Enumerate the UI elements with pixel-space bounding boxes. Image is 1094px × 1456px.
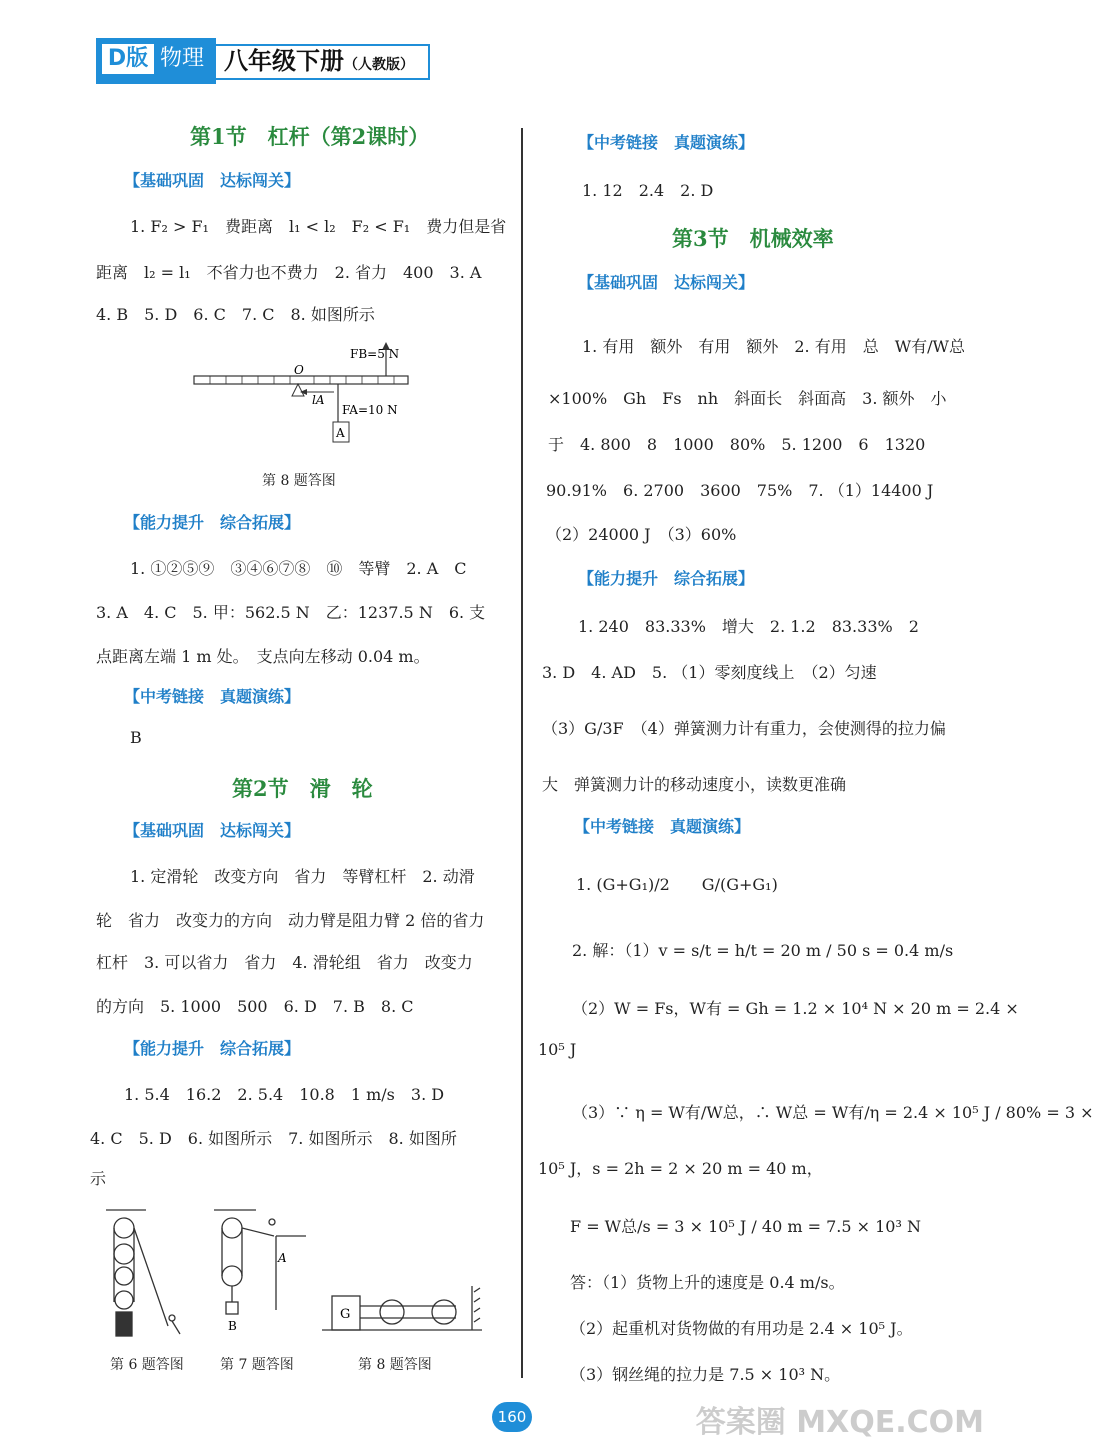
tag-ability: 【能力提升 综合拓展】	[578, 569, 755, 588]
lever-diagram	[190, 338, 420, 448]
tag-basic: 【基础巩固 达标闯关】	[124, 171, 301, 190]
pulley-figures	[96, 1206, 496, 1346]
arm-label: lA	[312, 393, 325, 407]
pivot-label: O	[294, 363, 304, 377]
figure-caption: 第 7 题答图	[220, 1357, 294, 1373]
point-b-label: B	[228, 1319, 237, 1333]
box-g-label: G	[340, 1307, 351, 1322]
answer-line: 示	[90, 1169, 107, 1188]
answer-line: 轮 省力 改变力的方向 动力臂是阻力臂 2 倍的省力	[96, 911, 485, 930]
answer-line: （3）钢丝绳的拉力是 7.5 × 10³ N。	[570, 1365, 841, 1384]
answer-line: 1. 定滑轮 改变方向 省力 等臂杠杆 2. 动滑	[130, 867, 475, 886]
figure-6	[106, 1210, 180, 1336]
answer-line: 1. 有用 额外 有用 额外 2. 有用 总 W有/W总	[582, 337, 965, 356]
formula-line: 10⁵ J	[538, 1040, 577, 1059]
formula-line: 2. 解：（1）v = s/t = h/t = 20 m / 50 s = 0.4 m/s	[572, 941, 954, 960]
point-a-label: A	[278, 1251, 287, 1265]
answer-line: 杠杆 3. 可以省力 省力 4. 滑轮组 省力 改变力	[96, 953, 473, 972]
answer-line: 点距离左端 1 m 处。 支点向左移动 0.04 m。	[96, 647, 430, 666]
section-title-pulley: 第2节 滑 轮	[232, 776, 373, 801]
block-label: A	[336, 426, 345, 440]
answer-line: 的方向 5. 1000 500 6. D 7. B 8. C	[96, 997, 414, 1016]
figure-caption: 第 8 题答图	[262, 473, 336, 489]
watermark: 答案圈 MXQE.COM	[695, 1405, 984, 1440]
formula-line: 10⁵ J，s = 2h = 2 × 20 m = 40 m，	[538, 1159, 823, 1178]
column-divider	[521, 128, 523, 1378]
answer-line: 1. 5.4 16.2 2. 5.4 10.8 1 m/s 3. D	[124, 1085, 445, 1104]
tag-exam: 【中考链接 真题演练】	[124, 687, 301, 706]
answer-line: （2）起重机对货物做的有用功是 2.4 × 10⁵ J。	[570, 1319, 913, 1338]
answer-line: 3. A 4. C 5. 甲：562.5 N 乙：1237.5 N 6. 支	[96, 603, 486, 622]
answer-line: （2）24000 J （3）60%	[546, 525, 737, 544]
answer-line: 4. C 5. D 6. 如图所示 7. 如图所示 8. 如图所	[90, 1129, 457, 1148]
answer-line: 1. 240 83.33% 增大 2. 1.2 83.33% 2	[578, 617, 919, 636]
answer-line: 1. F₂ > F₁ 费距离 l₁ < l₂ F₂ < F₁ 费力但是省	[130, 217, 507, 236]
section-title-efficiency: 第3节 机械效率	[672, 226, 834, 251]
answer-line: 1. 12 2.4 2. D	[582, 181, 714, 200]
answer-line: 3. D 4. AD 5. （1）零刻度线上 （2）匀速	[542, 663, 877, 682]
formula-line: F = W总/s = 3 × 10⁵ J / 40 m = 7.5 × 10³ N	[570, 1217, 921, 1236]
force-fb-label: FB=5 N	[350, 347, 400, 361]
formula-line: （3）∵ η = W有/W总，∴ W总 = W有/η = 2.4 × 10⁵ J / 80% = 3 ×	[572, 1103, 1094, 1122]
tag-basic: 【基础巩固 达标闯关】	[124, 821, 301, 840]
force-fa-label: FA=10 N	[342, 403, 398, 417]
book-title: 八年级下册（人教版）	[224, 47, 414, 75]
formula-line: （2）W = Fs，W有 = Gh = 1.2 × 10⁴ N × 20 m = 2.4 ×	[572, 999, 1019, 1018]
answer-line: 于 4. 800 8 1000 80% 5. 1200 6 1320	[548, 435, 926, 454]
page-number: 160	[492, 1402, 532, 1432]
figure-caption: 第 8 题答图	[358, 1357, 432, 1373]
figure-caption: 第 6 题答图	[110, 1357, 184, 1373]
answer-line: B	[130, 728, 142, 747]
answer-line: （3）G/3F （4）弹簧测力计有重力，会使测得的拉力偏	[542, 719, 946, 738]
figure-7	[214, 1210, 306, 1314]
formula-line: 1. (G+G₁)/2 G/(G+G₁)	[576, 875, 778, 894]
answer-line: 答：（1）货物上升的速度是 0.4 m/s。	[570, 1273, 845, 1292]
answer-line: ×100% Gh Fs nh 斜面长 斜面高 3. 额外 小	[548, 389, 947, 408]
answer-line: 90.91% 6. 2700 3600 75% 7. （1）14400 J	[546, 481, 934, 500]
subject-label: 物理	[160, 46, 205, 71]
tag-exam: 【中考链接 真题演练】	[578, 133, 755, 152]
answer-line: 距离 l₂ = l₁ 不省力也不费力 2. 省力 400 3. A	[96, 263, 482, 282]
answer-line: 4. B 5. D 6. C 7. C 8. 如图所示	[96, 305, 375, 324]
answer-line: 1. ①②⑤⑨ ③④⑥⑦⑧ ⑩ 等臂 2. A C	[130, 559, 467, 578]
tag-ability: 【能力提升 综合拓展】	[124, 1039, 301, 1058]
tag-ability: 【能力提升 综合拓展】	[124, 513, 301, 532]
edition-badge: D版	[102, 44, 154, 74]
answer-line: 大 弹簧测力计的移动速度小，读数更准确	[542, 775, 847, 794]
tag-basic: 【基础巩固 达标闯关】	[578, 273, 755, 292]
section-title-lever: 第1节 杠杆（第2课时）	[190, 124, 430, 149]
tag-exam: 【中考链接 真题演练】	[574, 817, 751, 836]
page-header	[96, 38, 430, 84]
